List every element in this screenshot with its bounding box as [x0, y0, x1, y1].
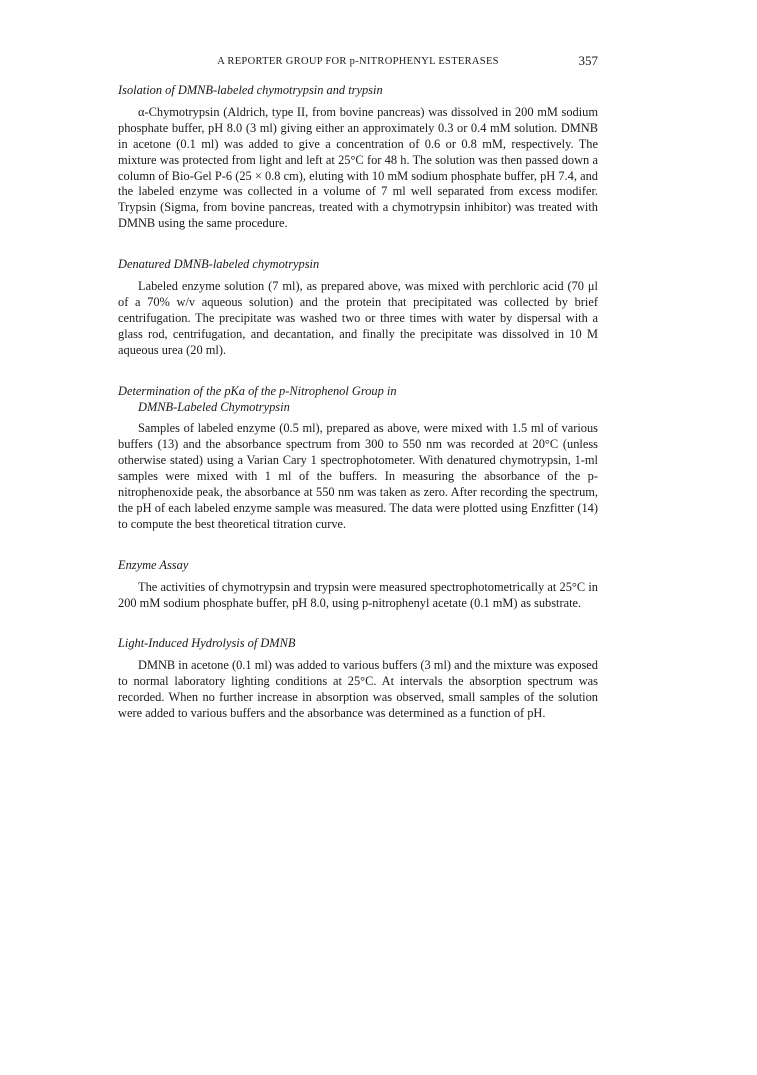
section-paragraph: Samples of labeled enzyme (0.5 ml), prepared as above, were mixed with 1.5 ml of various buffers (13) and the absorbance spectrum from 300 to 550 nm was recorded at 20°C (unless otherwise stated) using a Varian Cary 1 spectrophotometer. With denatured chymotrypsin, 1-ml samples were mixed with 1 ml of the buffers. In measuring the absorbance of the p-nitrophenoxide peak, the absorbance at 550 nm was taken as zero. After recording the spectrum, the pH of each labeled enzyme sample was measured. The data were plotted using Enzfitter (14) to compute the best theoretical titration curve.	[118, 421, 598, 531]
page-content	[118, 83, 598, 747]
section-paragraph: The activities of chymotrypsin and trypsin were measured spectrophotometrically at 25°C in 200 mM sodium phosphate buffer, pH 8.0, using p-nitrophenyl acetate (0.1 mM) as substrate.	[118, 579, 598, 610]
section-paragraph: Labeled enzyme solution (7 ml), as prepared above, was mixed with perchloric acid (70 μl of a 70% w/v aqueous solution) and the protein that precipitated was collected by brief centrifugation. The precipitate was washed two or three times with water by dispersal with a glass rod, centrifugation, and decantation, and finally the precipitate was dissolved in 10 M aqueous urea (20 ml).	[118, 279, 598, 357]
running-title: A REPORTER GROUP FOR p-NITROPHENYL ESTERASES	[217, 56, 499, 67]
section-denatured	[118, 257, 598, 358]
section-enzyme-assay	[118, 558, 598, 612]
section-title: Light-Induced Hydrolysis of DMNB	[118, 636, 296, 651]
section-light-hydrolysis	[118, 636, 598, 722]
section-title: Enzyme Assay	[118, 557, 189, 572]
section-title-line-1: Determination of the pKa of the p-Nitrophenol Group in	[118, 383, 397, 398]
section-isolation	[118, 83, 598, 232]
section-pka-determination	[118, 384, 598, 533]
section-paragraph: α-Chymotrypsin (Aldrich, type II, from bovine pancreas) was dissolved in 200 mM sodium phosphate buffer, pH 8.0 (3 ml) giving either an approximately 0.3 or 0.4 mM solution. DMNB in acetone (0.1 ml) was added to give a concentration of 0.6 or 0.8 mM, respectively. The mixture was protected from light and left at 25°C for 48 h. The solution was then passed down a column of Bio-Gel P-6 (25 × 0.8 cm), eluting with 10 mM sodium phosphate buffer, pH 7.4, and the labeled enzyme was collected in a volume of 7 ml well separated from excess modifer. Trypsin (Sigma, from bovine pancreas, treated with a chymotrypsin inhibitor) was treated with DMNB using the same procedure.	[118, 104, 598, 231]
section-title: Isolation of DMNB-labeled chymotrypsin and trypsin	[118, 83, 383, 97]
page-number: 357	[578, 53, 598, 68]
section-paragraph: DMNB in acetone (0.1 ml) was added to various buffers (3 ml) and the mixture was exposed to normal laboratory lighting conditions at 25°C. At intervals the absorption spectrum was recorded. When no further increase in absorption was observed, small samples of the solution were added to various buffers and the absorbance was determined as a function of pH.	[118, 658, 598, 721]
section-title	[118, 384, 598, 416]
section-title: Denatured DMNB-labeled chymotrypsin	[118, 257, 320, 272]
section-title-line-2: DMNB-Labeled Chymotrypsin	[138, 399, 290, 414]
